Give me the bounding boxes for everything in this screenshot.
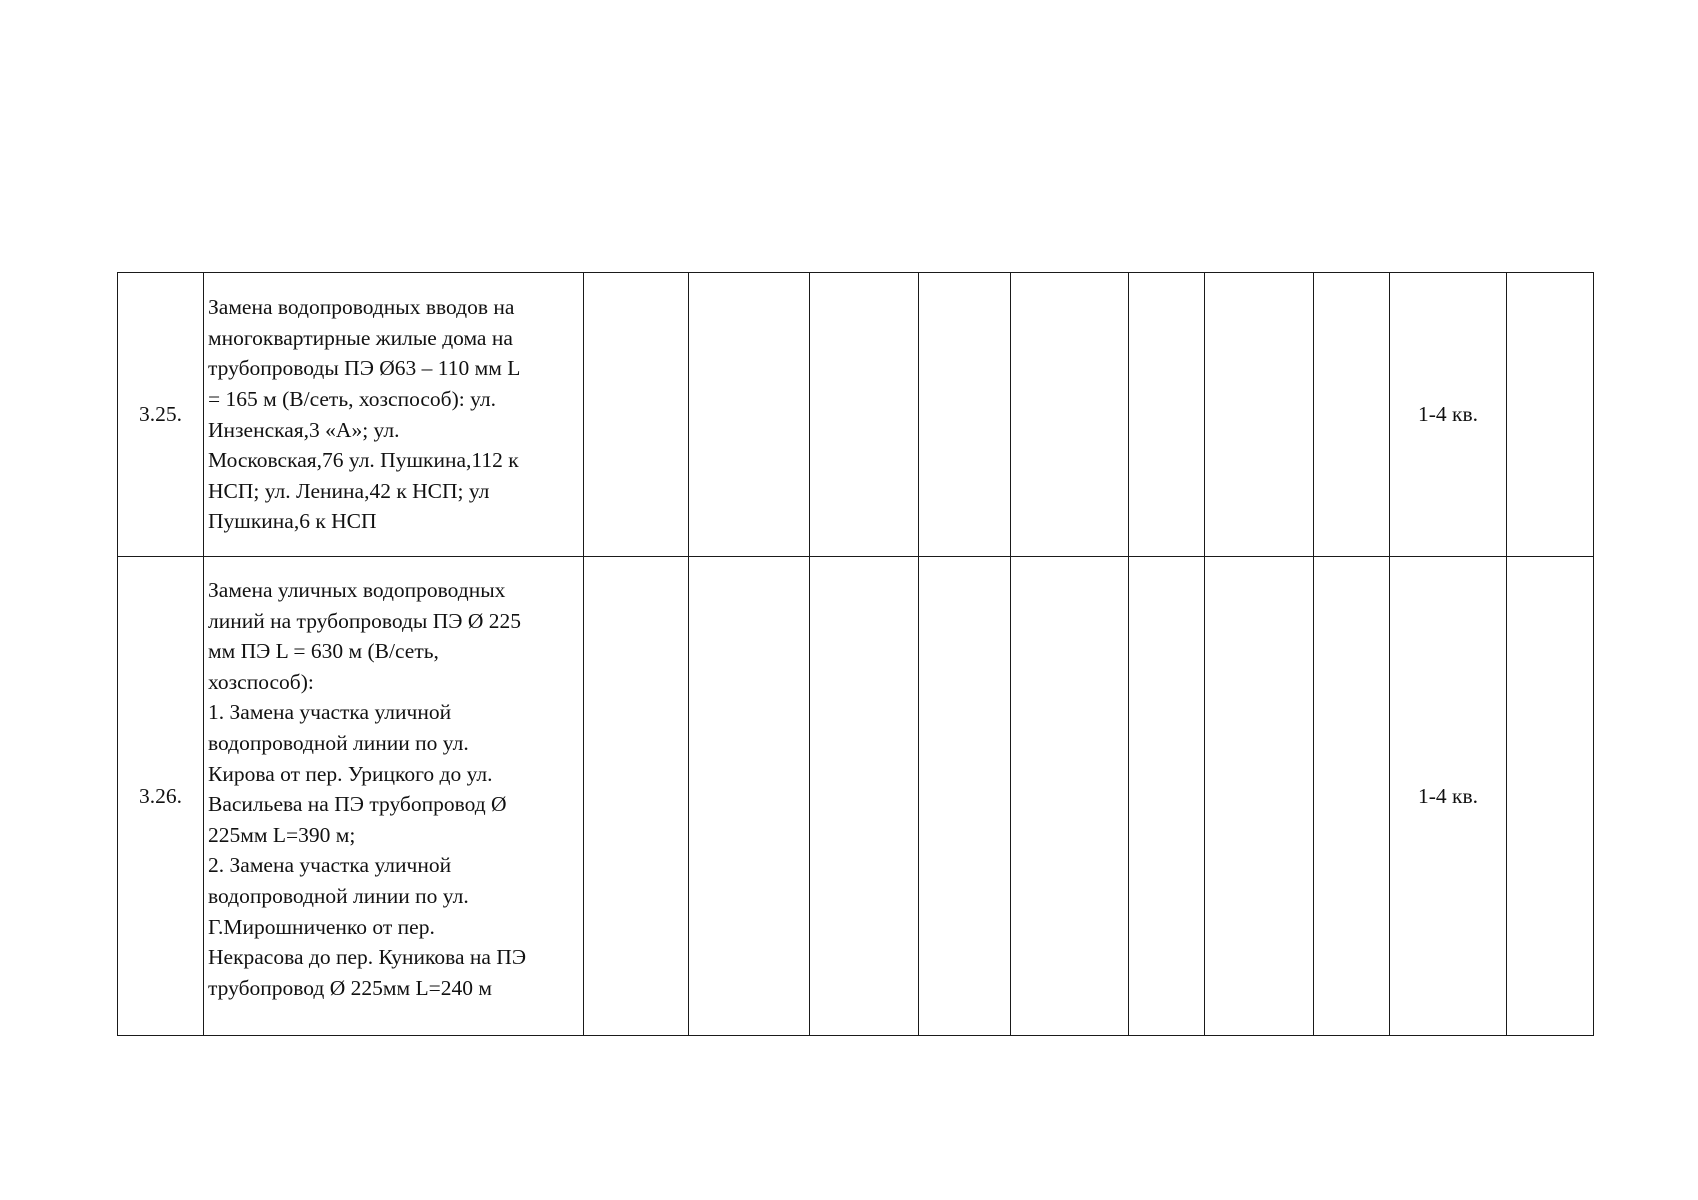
row-description-cell (204, 557, 584, 1036)
description-line: 2. Замена участка уличной (208, 853, 452, 878)
description-line: мм ПЭ L = 630 м (В/сеть, (208, 639, 439, 664)
description-line: Некрасова до пер. Куникова на ПЭ (208, 945, 527, 970)
empty-cell (584, 557, 689, 1036)
row-number-cell: 3.25. (118, 273, 204, 557)
description-line: хозспособ): (208, 669, 314, 694)
works-table (117, 272, 1594, 1036)
description-line: многоквартирные жилые дома на (208, 325, 513, 350)
empty-cell (1314, 273, 1390, 557)
empty-cell (810, 557, 919, 1036)
empty-cell (1129, 557, 1205, 1036)
description-line: Кирова от пер. Урицкого до ул. (208, 761, 493, 786)
empty-cell (1205, 557, 1314, 1036)
description-line: Инзенская,3 «А»; ул. (208, 417, 400, 442)
description-line: Замена уличных водопроводных (208, 578, 506, 602)
empty-cell (689, 557, 810, 1036)
empty-cell (1011, 557, 1129, 1036)
description-line: водопроводной линии по ул. (208, 730, 469, 755)
empty-cell (689, 273, 810, 557)
description-line: водопроводной линии по ул. (208, 883, 469, 908)
description-line: Пушкина,6 к НСП (208, 509, 377, 534)
empty-cell (1314, 557, 1390, 1036)
description-line: трубопровод Ø 225мм L=240 м (208, 975, 492, 1000)
empty-cell (1011, 273, 1129, 557)
description-line: Замена водопроводных вводов на (208, 295, 515, 320)
empty-cell (810, 273, 919, 557)
description-line: Г.Мирошниченко от пер. (208, 914, 435, 939)
description-line: = 165 м (В/сеть, хозспособ): ул. (208, 386, 497, 411)
description-line: НСП; ул. Ленина,42 к НСП; ул (208, 478, 490, 503)
table-row (118, 273, 1594, 557)
description-line: 1. Замена участка уличной (208, 700, 452, 725)
table-row (118, 557, 1594, 1036)
empty-cell (919, 557, 1011, 1036)
row-period-cell: 1-4 кв. (1390, 557, 1507, 1036)
empty-cell (1507, 557, 1594, 1036)
row-description-cell (204, 273, 584, 557)
empty-cell (919, 273, 1011, 557)
row-period-cell: 1-4 кв. (1390, 273, 1507, 557)
row-number-cell: 3.26. (118, 557, 204, 1036)
description-line: трубопроводы ПЭ Ø63 – 110 мм L (208, 356, 521, 381)
description-line: 225мм L=390 м; (208, 822, 356, 847)
empty-cell (1129, 273, 1205, 557)
empty-cell (584, 273, 689, 557)
description-line: Московская,76 ул. Пушкина,112 к (208, 448, 519, 473)
empty-cell (1205, 273, 1314, 557)
empty-cell (1507, 273, 1594, 557)
description-line: линий на трубопроводы ПЭ Ø 225 (208, 608, 521, 633)
description-line: Васильева на ПЭ трубопровод Ø (208, 792, 507, 817)
